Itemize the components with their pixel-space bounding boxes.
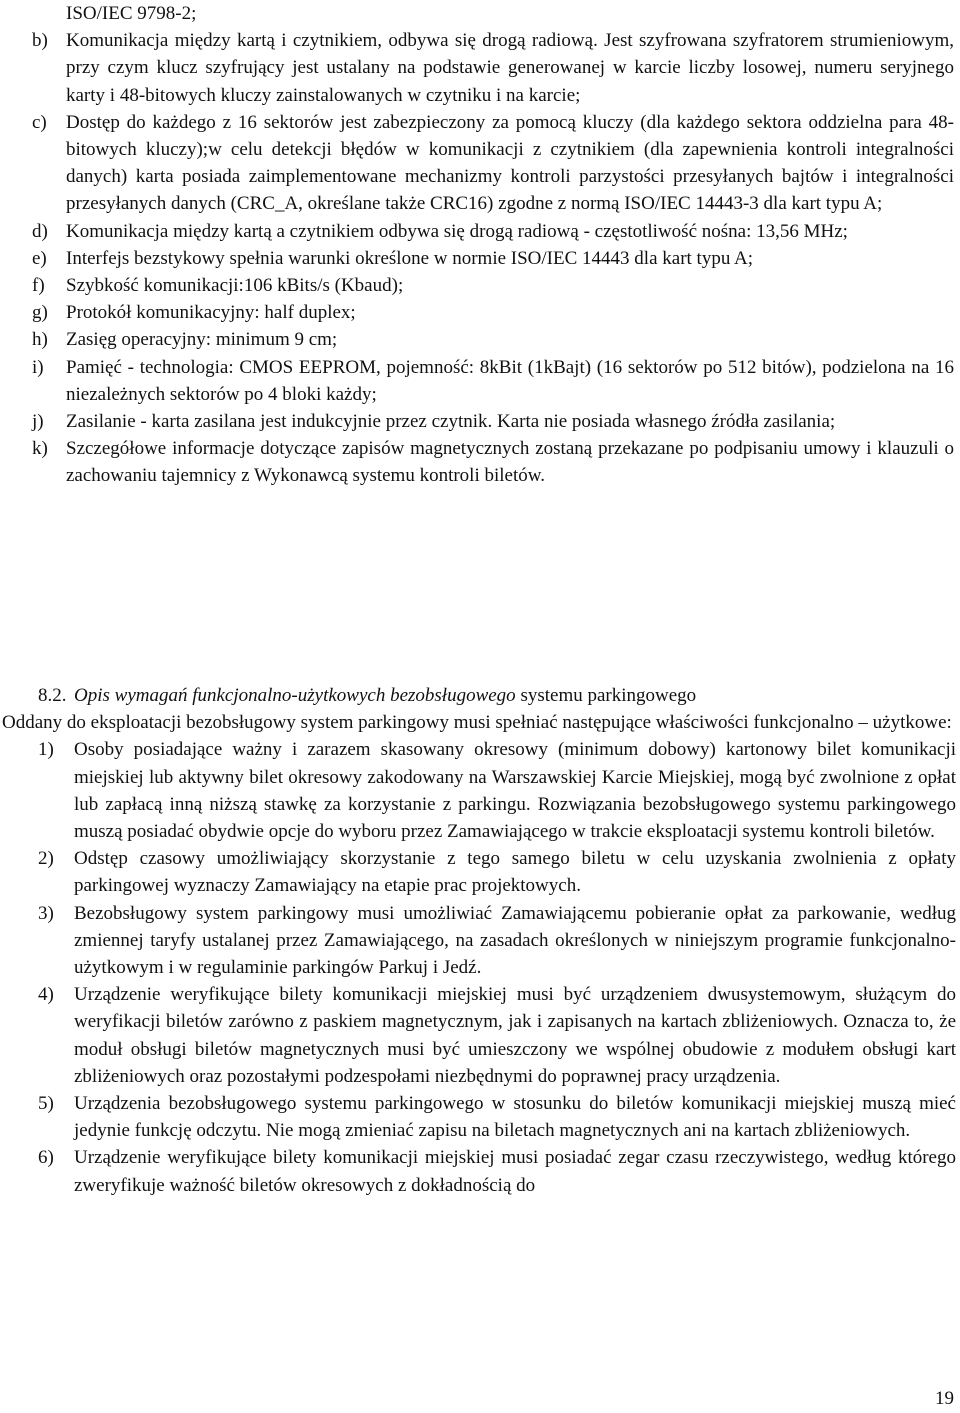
numbered-item-text: Bezobsługowy system parkingowy musi umożliwiać Zamawiającemu pobieranie opłat za parkowanie, według zmiennej taryfy ustalanej przez Zamawiającego, na zasadach określonych w niniejszym programie funkcjonalno-użytkowym i w regulaminie parkingów Parkuj i Jedź. bbox=[74, 902, 956, 979]
numbered-item-text: Urządzenie weryfikujące bilety komunikacji miejskiej musi posiadać zegar czasu rzeczywistego, według którego zweryfikuje ważność biletów okresowych z dokładnością do bbox=[74, 1147, 956, 1196]
list-item-b bbox=[32, 27, 954, 109]
list-item-text: Pamięć - technologia: CMOS EEPROM, pojemność: 8kBit (1kBajt) (16 sektorów po 512 bitów), podzielona na 16 niezależnych sektorów po 4 bloki każdy; bbox=[66, 356, 954, 405]
list-item-label: f) bbox=[32, 275, 45, 297]
numbered-item-label: 2) bbox=[38, 848, 54, 870]
list-item-text: Dostęp do każdego z 16 sektorów jest zabezpieczony za pomocą kluczy (dla każdego sektora oddzielna para 48-bitowych kluczy);w celu detekcji błędów w komunikacji z czytnikiem (dla zapewnienia kontroli integralności danych) karta posiada zaimplementowane mechanizmy kontroli parzystości przesyłanych bajtów i integralności przesyłanych danych (CRC_A, określane także CRC16) zgodne z normą ISO/IEC 14443-3 dla kart typu A; bbox=[66, 111, 954, 215]
numbered-item-2 bbox=[38, 845, 956, 899]
list-item-g bbox=[32, 299, 954, 326]
numbered-item-label: 6) bbox=[38, 1147, 54, 1169]
numbered-item-5 bbox=[38, 1090, 956, 1144]
list-item-label: d) bbox=[32, 220, 48, 242]
section-title-italic: Opis wymagań funkcjonalno-użytkowych bezobsługowego bbox=[74, 685, 516, 706]
section-8-2 bbox=[0, 682, 960, 1199]
list-item-c bbox=[32, 109, 954, 218]
list-item-text: Zasilanie - karta zasilana jest indukcyjnie przez czytnik. Karta nie posiada własnego źródła zasilania; bbox=[66, 411, 836, 433]
page-number: 19 bbox=[935, 1388, 954, 1409]
numbered-item-3 bbox=[38, 900, 956, 982]
list-item-label: c) bbox=[32, 111, 47, 133]
list-item-f bbox=[32, 272, 954, 299]
requirements-list bbox=[32, 0, 954, 490]
list-item-label: b) bbox=[32, 30, 48, 52]
list-item-text: Szczegółowe informacje dotyczące zapisów magnetycznych zostaną przekazane po podpisaniu umowy i klauzuli o zachowaniu tajemnicy z Wykonawcą systemu kontroli biletów. bbox=[66, 438, 954, 487]
numbered-item-text: Osoby posiadające ważny i zarazem skasowany okresowy (minimum dobowy) kartonowy bilet komunikacji miejskiej lub aktywny bilet okresowy zakodowany na Warszawskiej Karcie Miejskiej, mogą być zwolnione z opłat lub zapłacą inną niższą stawkę za korzystanie z parkingu. Rozwiązania bezobsługowego systemu parkingowego muszą posiadać obydwie opcje do wyboru przez Zamawiającego w trakcie eksploatacji systemu kontroli biletów. bbox=[74, 739, 956, 843]
list-item-e bbox=[32, 245, 954, 272]
section-intro: Oddany do eksploatacji bezobsługowy system parkingowy musi spełniać następujące właściwości funkcjonalno – użytkowe: bbox=[2, 712, 952, 734]
continuation-line: ISO/IEC 9798-2; bbox=[66, 3, 197, 24]
list-item-text: Szybkość komunikacji:106 kBits/s (Kbaud); bbox=[66, 275, 404, 297]
numbered-item-label: 1) bbox=[38, 739, 54, 761]
list-item-label: j) bbox=[32, 411, 44, 433]
list-item-label: k) bbox=[32, 438, 48, 460]
list-item-label: h) bbox=[32, 329, 48, 351]
list-item-d bbox=[32, 218, 954, 245]
numbered-list bbox=[0, 736, 960, 1198]
list-item-label: i) bbox=[32, 356, 44, 378]
list-item-text: Komunikacja między kartą i czytnikiem, odbywa się drogą radiową. Jest szyfrowana szyfratorem strumieniowym, przy czym klucz szyfrujący jest ustalany na podstawie generowanej w karcie liczby losowej, numeru seryjnego karty i 48-bitowych kluczy zainstalowanych w czytniku i na karcie; bbox=[66, 30, 954, 106]
numbered-item-4 bbox=[38, 981, 956, 1090]
list-item-label: g) bbox=[32, 302, 48, 324]
numbered-item-text: Urządzenie weryfikujące bilety komunikacji miejskiej musi być urządzeniem dwusystemowym, służącym do weryfikacji biletów zarówno z paskiem magnetycznym, jak i zapisanych na kartach zbliżeniowych. Oznacza to, że moduł obsługi biletów magnetycznych musi być umieszczony we wspólnej obudowie z modułem obsługi kart zbliżeniowych oraz pozostałymi podzespołami niezbędnymi do poprawnej pracy urządzenia. bbox=[74, 984, 956, 1087]
list-item-text: Protokół komunikacyjny: half duplex; bbox=[66, 302, 356, 324]
numbered-item-1 bbox=[38, 736, 956, 845]
list-item-text: Zasięg operacyjny: minimum 9 cm; bbox=[66, 329, 338, 351]
section-heading bbox=[0, 682, 960, 709]
numbered-item-label: 5) bbox=[38, 1093, 54, 1115]
numbered-item-text: Urządzenia bezobsługowego systemu parkingowego w stosunku do biletów komunikacji miejskiej muszą mieć jedynie funkcję odczytu. Nie mogą zmieniać zapisu na biletach magnetycznych ani na kartach zbliżeniowych. bbox=[74, 1093, 956, 1142]
list-item-i bbox=[32, 354, 954, 408]
list-item-label: e) bbox=[32, 247, 47, 269]
numbered-item-label: 3) bbox=[38, 902, 54, 924]
numbered-item-text: Odstęp czasowy umożliwiający skorzystanie z tego samego biletu w celu uzyskania zwolnienia z opłaty parkingowej wyznaczy Zamawiający na etapie prac projektowych. bbox=[74, 848, 956, 897]
numbered-item-6 bbox=[38, 1144, 956, 1198]
list-item-text: Interfejs bezstykowy spełnia warunki określone w normie ISO/IEC 14443 dla kart typu A; bbox=[66, 247, 754, 269]
list-item-h bbox=[32, 326, 954, 353]
list-item-j bbox=[32, 408, 954, 435]
numbered-item-label: 4) bbox=[38, 984, 54, 1006]
section-number: 8.2. bbox=[38, 685, 67, 706]
section-title-rest: systemu parkingowego bbox=[515, 685, 697, 706]
list-item-text: Komunikacja między kartą a czytnikiem odbywa się drogą radiową - częstotliwość nośna: 13,56 MHz; bbox=[66, 220, 848, 242]
list-item-k bbox=[32, 435, 954, 489]
